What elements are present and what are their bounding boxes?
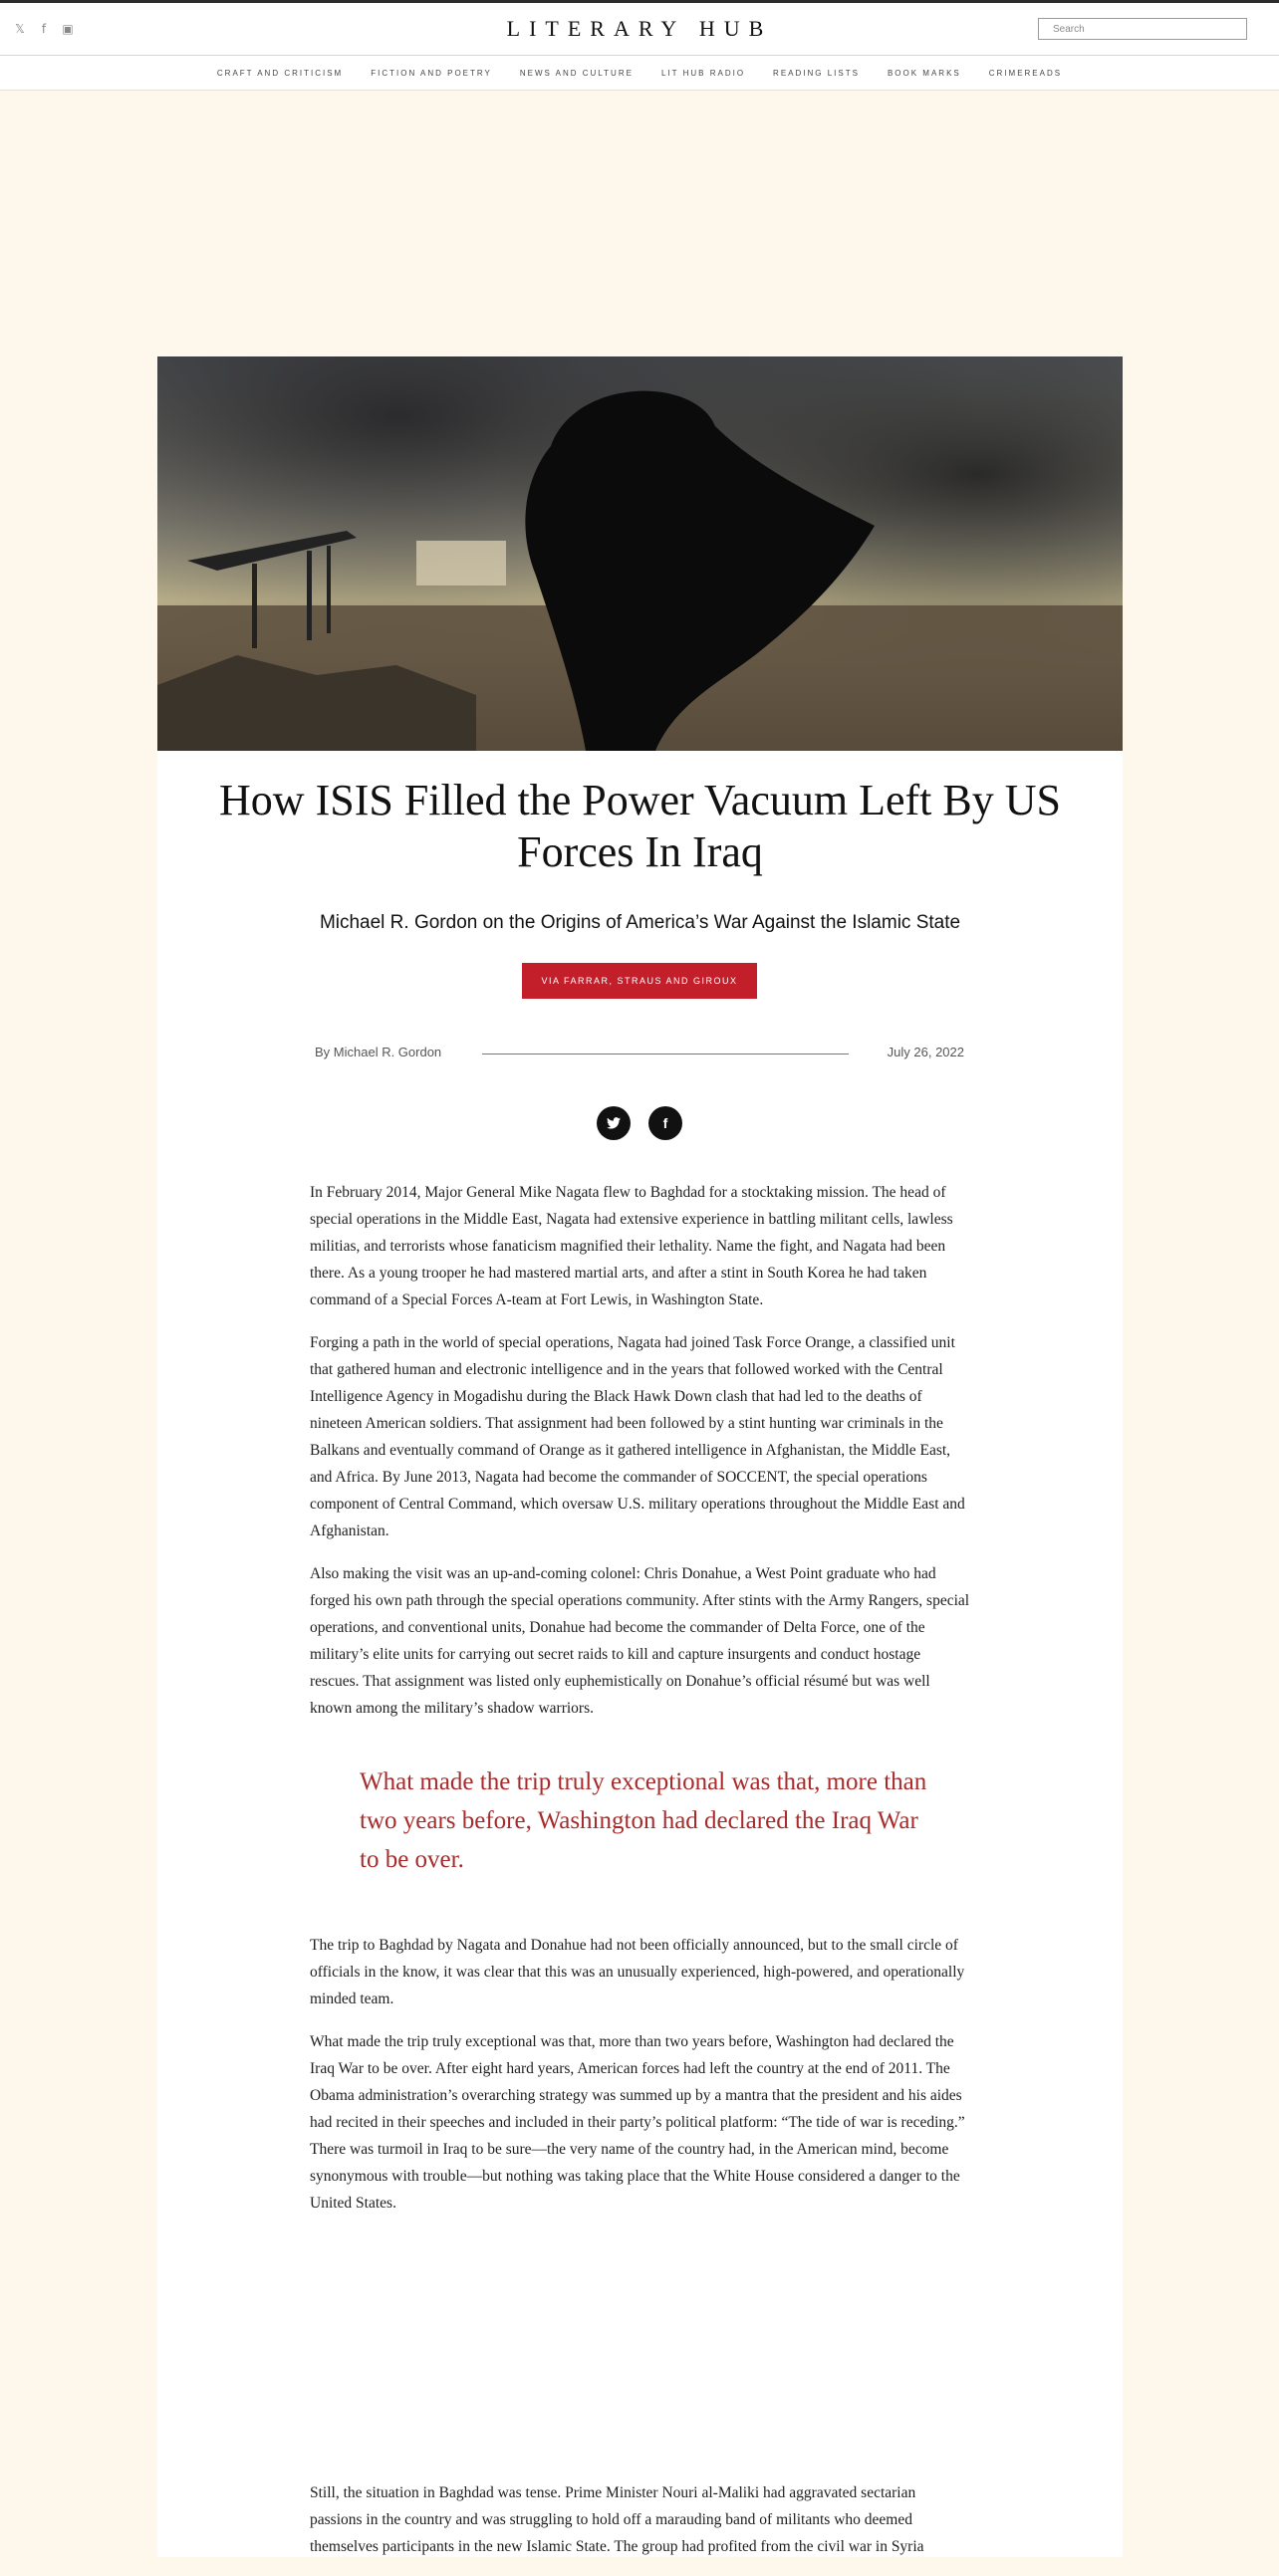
- facebook-icon[interactable]: f: [41, 22, 47, 36]
- nav-fiction-and-poetry[interactable]: FICTION AND POETRY: [371, 68, 492, 78]
- byline[interactable]: By Michael R. Gordon: [315, 1045, 442, 1059]
- nav-book-marks[interactable]: BOOK MARKS: [887, 68, 961, 78]
- search-input[interactable]: [1038, 18, 1247, 40]
- article-subtitle: Michael R. Gordon on the Origins of America’s War Against the Islamic State: [319, 912, 961, 933]
- twitter-icon[interactable]: 𝕏: [15, 22, 25, 36]
- main-nav: [0, 56, 1279, 91]
- article-title: How ISIS Filled the Power Vacuum Left By US Forces In Iraq: [219, 776, 1061, 876]
- site-logo[interactable]: LITERARY HUB: [506, 16, 773, 41]
- article-body-middle: [310, 1932, 971, 2232]
- hero-image: [157, 356, 1123, 751]
- publish-date: July 26, 2022: [887, 1045, 964, 1059]
- nav-reading-lists[interactable]: READING LISTS: [773, 68, 860, 78]
- pull-quote: What made the trip truly exceptional was that, more than two years before, Washington had declared the Iraq War to be over.: [360, 1768, 927, 1873]
- nav-lit-hub-radio[interactable]: LIT HUB RADIO: [660, 68, 746, 78]
- instagram-icon[interactable]: ▣: [62, 22, 74, 36]
- share-facebook-button[interactable]: [648, 1106, 682, 1140]
- nav-news-and-culture[interactable]: NEWS AND CULTURE: [519, 68, 634, 78]
- publisher-button[interactable]: VIA FARRAR, STRAUS AND GIROUX: [522, 963, 757, 999]
- twitter-icon: [607, 1117, 621, 1129]
- site-header: [0, 3, 1279, 56]
- article-body-top: [310, 1179, 971, 1738]
- article-body-bottom: [310, 2479, 971, 2576]
- nav-crimereads[interactable]: CRIMEREADS: [988, 68, 1063, 78]
- hero-photo-illustration: [157, 356, 1123, 751]
- paragraph: Forging a path in the world of special operations, Nagata had joined Task Force Orange, a classified unit that gathered human and electronic intelligence and in the years that followed worked with the Central Intelligence Agency in Mogadishu during the Black Hawk Down clash that had led to the deaths of nineteen American soldiers. That assignment had been followed by a stint hunting war criminals in the Balkans and eventually command of Orange as it gathered intelligence in Afghanistan, the Middle East, and Africa. By June 2013, Nagata had become the commander of SOCCENT, the special operations component of Central Command, which oversaw U.S. military operations throughout the Middle East and Afghanistan.: [310, 1334, 965, 1539]
- paragraph: The trip to Baghdad by Nagata and Donahue had not been officially announced, but to the small circle of officials in the know, it was clear that this was an unusually experienced, high-powered, and operationally minded team.: [310, 1937, 965, 2007]
- facebook-icon: f: [662, 1115, 668, 1131]
- paragraph: What made the trip truly exceptional was that, more than two years before, Washington had declared the Iraq War to be over. After eight hard years, American forces had left the country at the end of 2011. The Obama administration’s overarching strategy was summed up by a mantra that the president and his aides had recited in their speeches and included in their party’s political platform: “The tide of war is receding.” There was turmoil in Iraq to be sure—the very name of the country had, in the American mind, become synonymous with trouble—but nothing was taking place that the White House considered a danger to the United States.: [310, 2033, 965, 2212]
- paragraph: Also making the visit was an up-and-coming colonel: Chris Donahue, a West Point graduate who had forged his own path through the special operations community. After stints with the Army Rangers, special operations, and conventional units, Donahue had become the commander of Delta Force, one of the military’s elite units for carrying out secret raids to kill and capture insurgents and conduct hostage rescues. That assignment was listed only euphemistically on Donahue’s official résumé but was well known among the military’s shadow warriors.: [310, 1565, 970, 1717]
- share-twitter-button[interactable]: [597, 1106, 631, 1140]
- paragraph: Still, the situation in Baghdad was tense. Prime Minister Nouri al-Maliki had aggravated sectarian passions in the country and was struggling to hold off a marauding band of militants who deemed themselves participants in the new Islamic State. The group had profited from the civil war in Syria: [310, 2484, 924, 2555]
- paragraph: In February 2014, Major General Mike Nagata flew to Baghdad for a stocktaking mission. The head of special operations in the Middle East, Nagata had extensive experience in battling militant cells, lawless militias, and terrorists whose fanaticism magnified their lethality. Name the fight, and Nagata had been there. As a young trooper he had mastered martial arts, and after a stint in South Korea he had taken command of a Special Forces A-team at Fort Lewis, in Washington State.: [310, 1184, 953, 1308]
- nav-craft-and-criticism[interactable]: CRAFT AND CRITICISM: [216, 68, 344, 78]
